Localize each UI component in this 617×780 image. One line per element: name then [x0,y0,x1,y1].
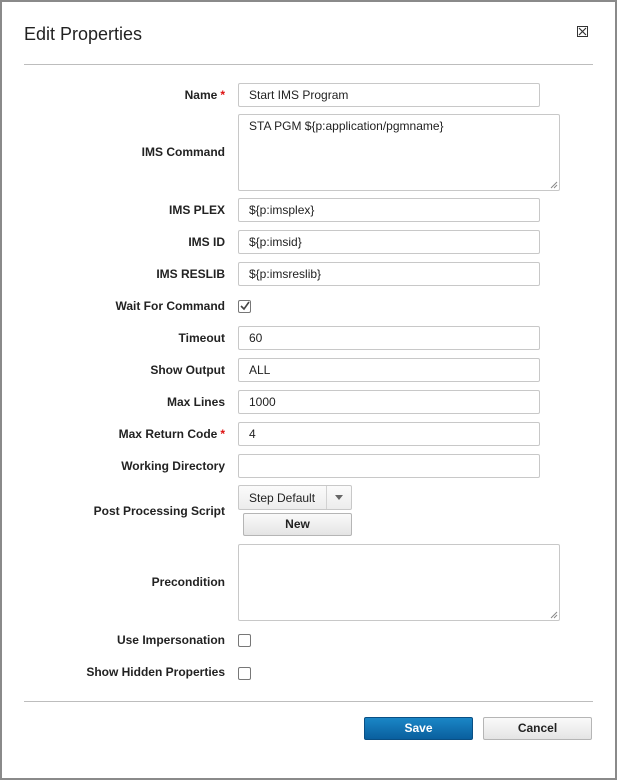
resize-grip-icon[interactable] [550,611,558,619]
ims-command-label: IMS Command [141,145,225,159]
precondition-label: Precondition [151,575,225,589]
save-button[interactable]: Save [364,717,473,740]
ims-plex-label: IMS PLEX [168,203,225,217]
show-output-input[interactable]: ALL [238,358,540,382]
ims-reslib-input[interactable]: ${p:imsreslib} [238,262,540,286]
use-impersonation-checkbox[interactable] [238,634,251,647]
post-processing-script-label: Post Processing Script [93,504,225,518]
show-output-label: Show Output [150,363,225,377]
wait-for-command-label: Wait For Command [115,299,225,313]
footer-divider [24,701,593,702]
show-hidden-properties-checkbox[interactable] [238,667,251,680]
checkmark-icon [240,301,250,311]
max-return-code-label: Max Return Code * [118,427,225,441]
name-input[interactable]: Start IMS Program [238,83,540,107]
max-return-code-input[interactable]: 4 [238,422,540,446]
close-x-icon[interactable] [577,26,588,37]
dialog-title: Edit Properties [24,24,143,44]
dropdown-arrow[interactable] [326,486,351,509]
resize-grip-icon[interactable] [550,181,558,189]
ims-command-textarea[interactable] [238,114,560,191]
max-lines-input[interactable]: 1000 [238,390,540,414]
ims-id-input[interactable]: ${p:imsid} [238,230,540,254]
name-label: Name * [184,88,225,102]
ims-id-label: IMS ID [188,235,225,249]
timeout-label: Timeout [178,331,225,345]
max-lines-label: Max Lines [166,395,225,409]
post-processing-script-selected: Step Default [249,491,316,505]
new-script-button[interactable]: New [243,513,352,536]
cancel-button[interactable]: Cancel [483,717,592,740]
precondition-textarea[interactable] [238,544,560,621]
wait-for-command-checkbox[interactable] [238,300,251,313]
use-impersonation-label: Use Impersonation [116,633,225,647]
header-divider [24,64,593,65]
ims-plex-input[interactable]: ${p:imsplex} [238,198,540,222]
ims-command-value: STA PGM ${p:application/pgmname} [249,119,444,133]
ims-reslib-label: IMS RESLIB [156,267,225,281]
working-directory-input[interactable] [238,454,540,478]
working-directory-label: Working Directory [121,459,225,473]
post-processing-script-select[interactable] [238,485,352,510]
show-hidden-properties-label: Show Hidden Properties [86,665,225,679]
chevron-down-icon [335,495,343,500]
timeout-input[interactable]: 60 [238,326,540,350]
